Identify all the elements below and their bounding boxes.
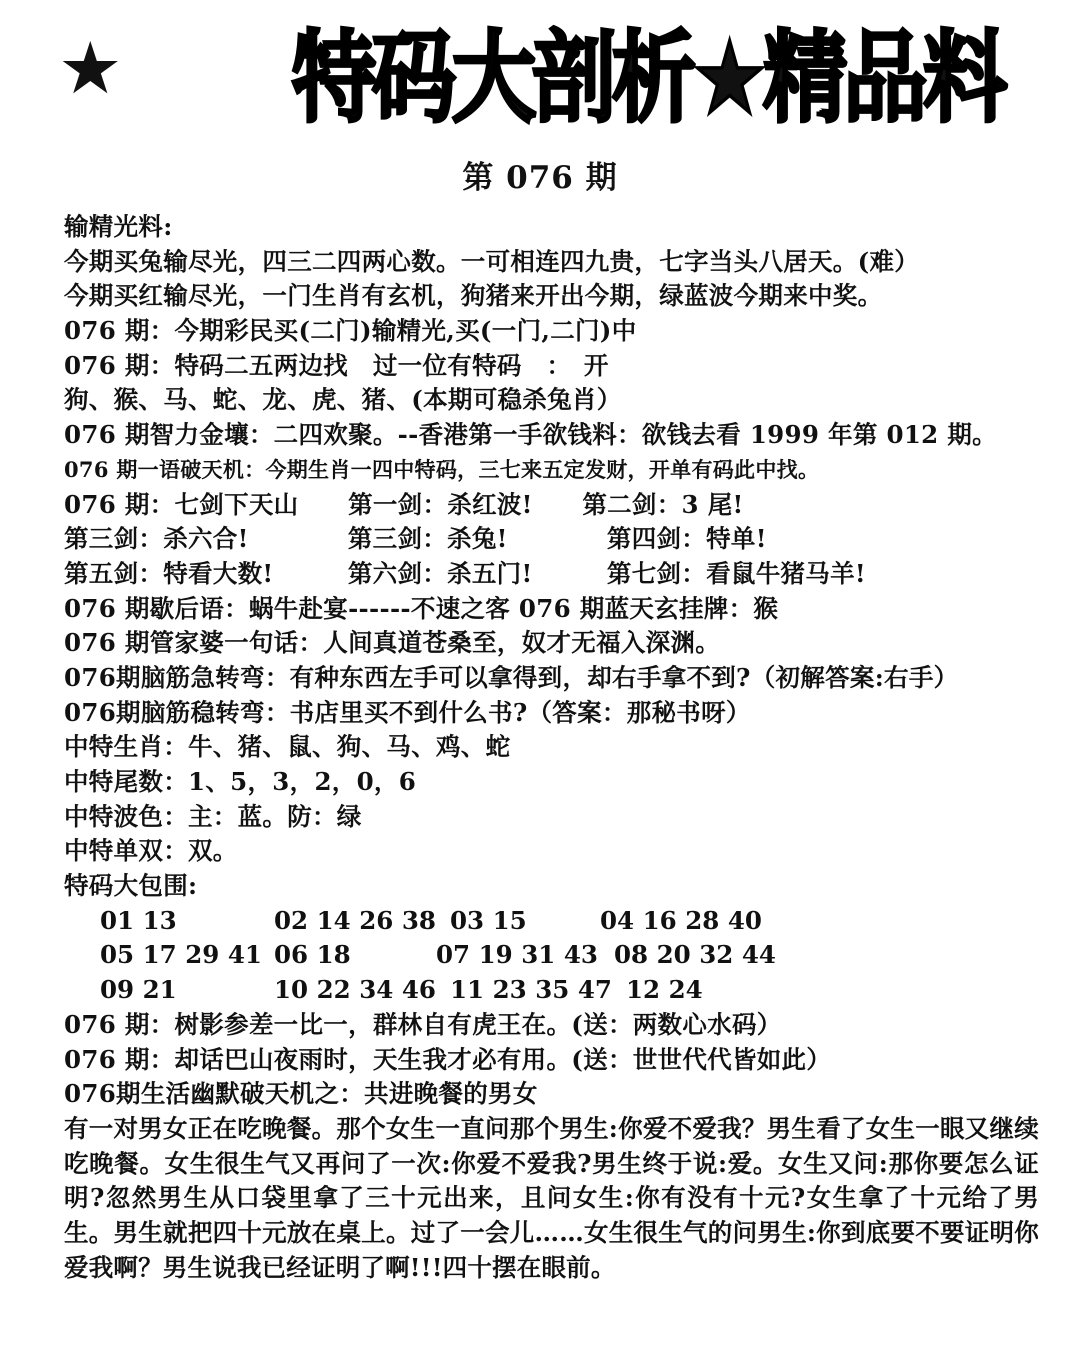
header [0, 18, 1080, 138]
text-line: 中特生肖：牛、猪、鼠、狗、马、鸡、蛇 [64, 732, 511, 762]
text-line: 中特尾数：1、5，3，2，0，6 [64, 767, 417, 796]
text-line: 中特单双：双。 [64, 836, 238, 866]
text-line: 076 期：今期彩民买(二门)输精光,买(一门,二门)中 [64, 316, 637, 346]
number-group: 01 13 [100, 905, 177, 935]
text-line: 076 期：七剑下天山 第一剑：杀红波! 第二剑：3 尾! [64, 489, 744, 519]
text-line: 第五剑：特看大数! 第六剑：杀五门! 第七剑：看鼠牛猪马羊! [64, 558, 866, 588]
text-line: 076期脑筋稳转弯：书店里买不到什么书?（答案：那秘书呀） [64, 697, 751, 727]
text-line: 076期脑筋急转弯：有种东西左手可以拿得到，却右手拿不到?（初解答案:右手） [64, 662, 959, 692]
text-line: 076 期：树影参差一比一，群林自有虎王在。(送：两数心水码） [64, 1009, 782, 1039]
text-line: 076 期：却话巴山夜雨时，天生我才必有用。(送：世世代代皆如此） [64, 1044, 832, 1074]
text-line: 076期生活幽默破天机之：共进晚餐的男女 [64, 1079, 538, 1109]
number-row [64, 973, 1044, 1008]
number-group: 08 20 32 44 [614, 940, 776, 970]
story-paragraph: 有一对男女正在吃晚餐。那个女生一直问那个男生:你爱不爱我？男生看了女生一眼又继续吃晚餐。女生很生气又再问了一次:你爱不爱我?男生终于说:爱。女生又问:那你要怎么证明?忽然男生从口袋里拿了三十元出来，且问女生:你有没有十元?女生拿了十元给了男生。男生就把四十元放在桌上。过了一会儿……女生很生气的问男生:你到底要不要证明你爱我啊？男生说我已经证明了啊!!!四十摆在眼前。 [64, 1113, 1039, 1282]
number-group: 07 19 31 43 [436, 940, 598, 970]
number-group: 06 18 [274, 940, 351, 970]
text-line: 今期买红输尽光，一门生肖有玄机，狗猪来开出今期，绿蓝波今期来中奖。 [64, 281, 883, 311]
text-line: 狗、猴、马、蛇、龙、虎、猪、(本期可稳杀兔肖） [64, 385, 622, 415]
number-group: 03 15 [450, 905, 527, 935]
text-line: 076 期智力金壤：二四欢聚。--香港第一手欲钱料：欲钱去看 1999 年第 012 期。 [64, 420, 997, 450]
number-row [64, 904, 1044, 939]
main-content [64, 210, 1044, 1285]
star-icon: ★ [58, 26, 123, 110]
text-line: 第三剑：杀六合! 第三剑：杀兔! 第四剑：特单! [64, 524, 767, 554]
number-group: 04 16 28 40 [600, 905, 762, 935]
text-line: 特码大包围: [64, 871, 198, 901]
number-group: 11 23 35 47 [450, 975, 612, 1005]
issue-number: 第 076 期 [462, 160, 618, 196]
number-group: 02 14 26 38 [274, 905, 436, 935]
text-line: 输精光料: [64, 212, 173, 241]
banner-title: 特码大剖析★精品料 [292, 20, 1004, 136]
text-line: 中特波色：主：蓝。防：绿 [64, 801, 362, 831]
number-group: 05 17 29 41 [100, 940, 262, 970]
number-group: 09 21 [100, 975, 177, 1005]
text-line: 076 期：特码二五两边找 过一位有特码 ： 开 [64, 350, 609, 380]
text-line: 今期买兔输尽光，四三二四两心数。一可相连四九贵，七字当头八居天。(难） [64, 246, 920, 276]
number-group: 10 22 34 46 [274, 975, 436, 1005]
text-line: 076 期一语破天机：今期生肖一四中特码，三七来五定发财，开单有码此中找。 [64, 456, 820, 482]
number-row [64, 938, 1044, 973]
number-group: 12 24 [626, 975, 703, 1005]
text-line: 076 期歇后语：蜗牛赴宴------不速之客 076 期蓝天玄挂牌：猴 [64, 593, 779, 623]
text-line: 076 期管家婆一句话：人间真道苍桑至，奴才无福入深渊。 [64, 628, 721, 658]
